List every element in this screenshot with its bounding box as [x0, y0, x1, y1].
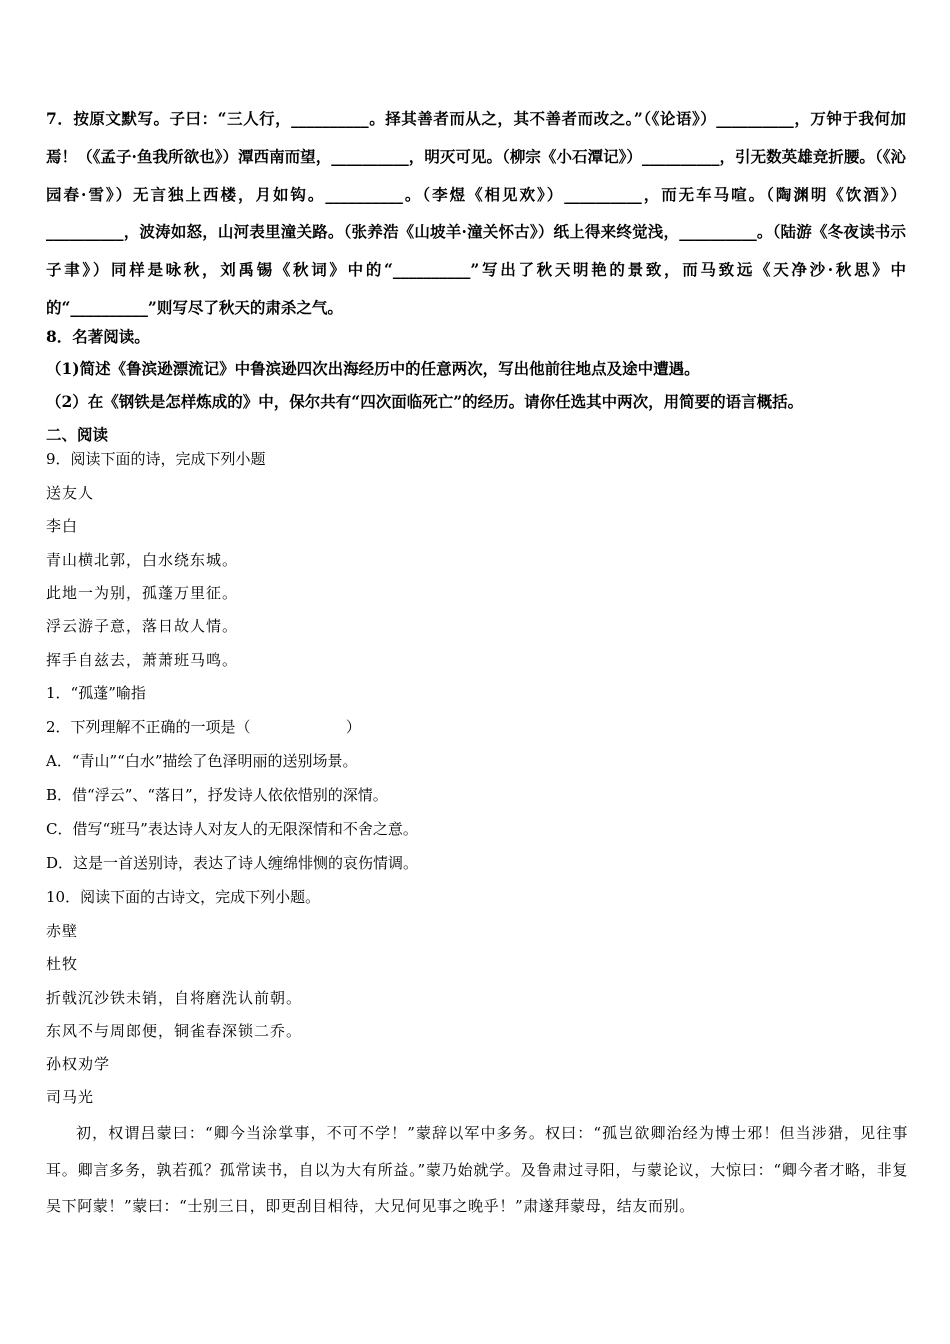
poem-line: 此地一为别，孤蓬万里征。 [46, 584, 239, 602]
question-8-item-1: （1)简述《鲁滨逊漂流记》中鲁滨逊四次出海经历中的任意两次，写出他前往地点及途中遭遇。 [46, 359, 700, 378]
prose-title: 孙权劝学 [46, 1055, 111, 1073]
poem-line: 浮云游子意，落日故人情。 [46, 617, 239, 635]
poem-line: 折戟沉沙铁未销，自将磨洗认前朝。 [46, 989, 303, 1007]
option-a: A．“青山”“白水”描绘了色泽明丽的送别场景。 [46, 752, 358, 770]
question-9-prompt: 9．阅读下面的诗，完成下列小题 [46, 450, 266, 468]
section-2-heading: 二、阅读 [46, 425, 109, 444]
poem-line: 青山横北郭，白水绕东城。 [46, 551, 239, 569]
option-b: B．借“浮云”、“落日”，抒发诗人依依惜别的深情。 [46, 786, 388, 804]
question-9-sub-1: 1．“孤蓬”喻指 [46, 684, 146, 702]
poem-line: 东风不与周郎便，铜雀春深锁二乔。 [46, 1022, 303, 1040]
poem-author: 李白 [46, 517, 79, 535]
question-7-dictation: 7．按原文默写。子曰：“三人行，__________。择其善者而从之，其不善者而改之。”（《论语》）__________，万钟于我何加焉！（《孟子·鱼我所欲也》）潭西南而望，__________，明灭可见。（柳宗《小石潭记》）__________，引无数英雄竞折腰。（《沁园春·雪》）无言独上西楼，月如钩。__________。（李煜《相见欢》）__________，而无车马喧。（陶渊明《饮酒》）__________，波涛如怒，山河表里潼关路。（张养浩《山坡羊·潼关怀古》）纸上得来终觉浅，__________。（陆游《冬夜读书示子聿》）同样是咏秋，刘禹锡《秋词》中的“__________”写出了秋天明艳的景致，而马致远《天净沙·秋思》中的“__________”则写尽了秋天的肃杀之气。 [46, 109, 906, 317]
question-8-item-2: （2）在《钢铁是怎样炼成的》中，保尔共有“四次面临死亡”的经历。请你任选其中两次，用简要的语言概括。 [46, 392, 804, 411]
poem-line: 挥手自兹去，萧萧班马鸣。 [46, 651, 239, 669]
prose-author: 司马光 [46, 1088, 95, 1106]
poem-title: 赤壁 [46, 922, 79, 940]
poem-author: 杜牧 [46, 955, 79, 973]
prose-passage: 初，权谓吕蒙曰：“卿今当涂掌事，不可不学！”蒙辞以军中多务。权曰：“孤岂欲卿治经为博士邪！但当涉猎，见往事耳。卿言多务，孰若孤？孤常读书，自以为大有所益。”蒙乃始就学。及鲁肃过寻阳，与蒙论议，大惊曰：“卿今者才略，非复吴下阿蒙！”蒙曰：“士别三日，即更刮目相待，大兄何见事之晚乎！”肃遂拜蒙母，结友而别。 [46, 1124, 908, 1215]
question-8-title: 8．名著阅读。 [46, 327, 150, 346]
question-10-prompt: 10．阅读下面的古诗文，完成下列小题。 [46, 888, 321, 906]
option-c: C．借写“班马”表达诗人对友人的无限深情和不舍之意。 [46, 820, 418, 838]
poem-title: 送友人 [46, 484, 95, 502]
question-9-sub-2: 2．下列理解不正确的一项是（ ） [46, 718, 361, 736]
option-d: D．这是一首送别诗，表达了诗人缠绵悱恻的哀伤情调。 [46, 854, 419, 872]
